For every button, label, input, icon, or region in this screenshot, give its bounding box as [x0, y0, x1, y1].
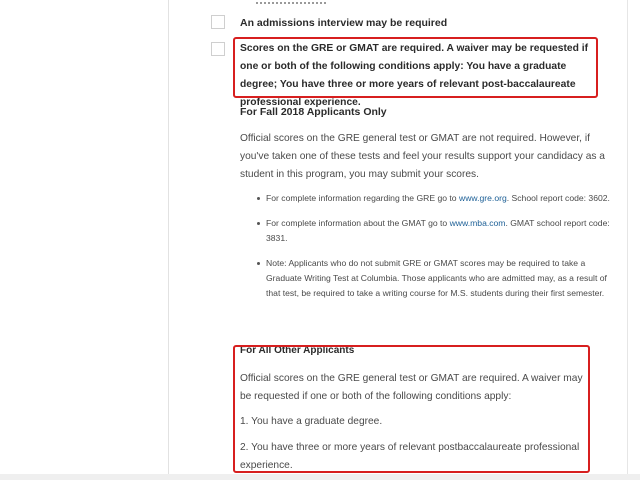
- condition-experience: 2. You have three or more years of relevant postbaccalaureate professional experience.: [240, 442, 580, 471]
- content-right-border: [627, 0, 628, 480]
- list-item: [240, 216, 611, 246]
- writing-test-note: Note: Applicants who do not submit GRE or GMAT scores may be required to take a Graduate Writing Test at Columbia. Those applicants who are admitted may, as a result of that test, be required to take a writing course for M.S. students during their first semester.: [266, 258, 607, 298]
- fall-2018-paragraph: Official scores on the GRE general test or GMAT are not required. However, if you've taken one of these tests and feel your results support your candidacy as a student in this program, you may submit your scores.: [240, 133, 605, 180]
- condition-graduate-degree: 1. You have a graduate degree.: [240, 416, 383, 427]
- content-left-border: [168, 0, 169, 476]
- bullet-dot: [257, 262, 260, 265]
- gre-gmat-requirement-text: Scores on the GRE or GMAT are required. A waiver may be requested if one or both of the following conditions apply: You have a graduate degree; You have three or more years of relevant post-baccalaureate professional experience.: [240, 43, 589, 108]
- interview-checkbox[interactable]: [211, 15, 225, 29]
- other-applicants-highlight-box: [233, 345, 590, 473]
- interview-requirement-text: An admissions interview may be required: [240, 17, 448, 29]
- bullet-dot: [257, 222, 260, 225]
- gre-info-text-end: . School report code: 3602.: [506, 193, 610, 203]
- list-item: [240, 256, 611, 301]
- gre-gmat-checkbox[interactable]: [211, 42, 225, 56]
- list-item: [240, 191, 611, 206]
- bullet-dot: [257, 197, 260, 200]
- fall-2018-bullet-list: [240, 191, 611, 301]
- gre-link[interactable]: www.gre.org: [458, 193, 507, 203]
- other-applicants-heading: For All Other Applicants: [240, 345, 355, 356]
- other-applicants-paragraph: Official scores on the GRE general test or GMAT are required. A waiver may be requested if one or both of the following conditions apply:: [240, 373, 583, 402]
- bottom-edge-strip: [0, 474, 640, 480]
- gre-gmat-highlight-box: [233, 37, 598, 98]
- fall-2018-heading: For Fall 2018 Applicants Only: [240, 106, 387, 118]
- gre-info-text-start: For complete information regarding the GRE go to: [266, 193, 459, 203]
- gmat-info-text-end: . GMAT school report code: 3831.: [266, 218, 610, 243]
- previous-line-cutoff: [256, 0, 326, 4]
- gmat-link[interactable]: www.mba.com: [449, 218, 506, 228]
- gmat-info-text-start: For complete information about the GMAT go to: [266, 218, 450, 228]
